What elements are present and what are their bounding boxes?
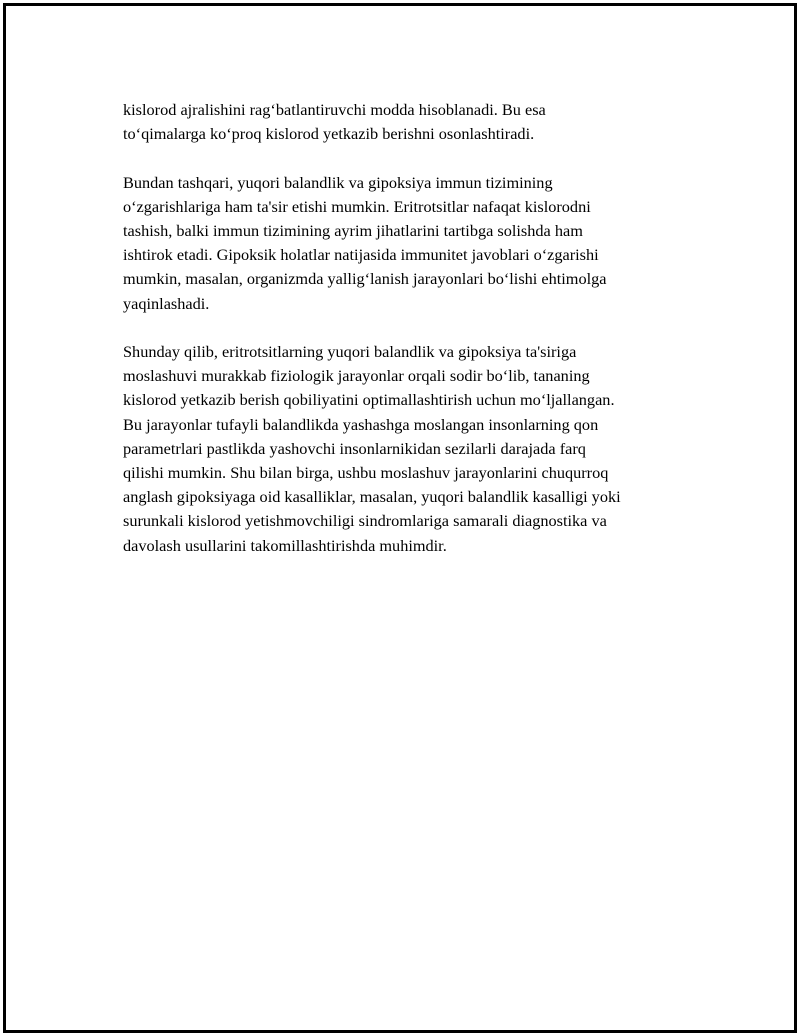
page-frame	[3, 3, 797, 1033]
text-line: Shunday qilib, eritrotsitlarning yuqori balandlik va gipoksiya ta'siriga	[123, 342, 577, 361]
text-line: mumkin, masalan, organizmda yallig‘lanish jarayonlari bo‘lishi ehtimolga	[123, 269, 607, 289]
text-line: yaqinlashadi.	[123, 293, 210, 313]
text-line: ishtirok etadi. Gipoksik holatlar natijasida immunitet javoblari o‘zgarishi	[123, 245, 599, 265]
text-line: o‘zgarishlariga ham ta'sir etishi mumkin. Eritrotsitlar nafaqat kislorodni	[123, 196, 591, 216]
text-line: kislorod yetkazib berish qobiliyatini optimallashtirish uchun mo‘ljallangan.	[123, 390, 615, 410]
text-line: to‘qimalarga ko‘proq kislorod yetkazib berishni osonlashtiradi.	[123, 124, 535, 144]
paragraph-1	[123, 98, 713, 146]
text-line: moslashuvi murakkab fiziologik jarayonlar orqali sodir bo‘lib, tananing	[123, 366, 590, 386]
paragraph-2	[123, 171, 713, 316]
text-line: Bundan tashqari, yuqori balandlik va gipoksiya immun tizimining	[123, 172, 553, 192]
text-line: kislorod ajralishini rag‘batlantiruvchi modda hisoblanadi. Bu esa	[123, 100, 546, 119]
text-line: tashish, balki immun tizimining ayrim jihatlarini tartibga solishda ham	[123, 221, 583, 240]
text-line: anglash gipoksiyaga oid kasalliklar, masalan, yuqori balandlik kasalligi yoki	[123, 487, 621, 507]
text-line: qilishi mumkin. Shu bilan birga, ushbu moslashuv jarayonlarini chuqurroq	[123, 463, 609, 483]
text-line: davolash usullarini takomillashtirishda muhimdir.	[123, 535, 447, 555]
text-line: parametrlari pastlikda yashovchi insonlarnikidan sezilarli darajada farq	[123, 438, 586, 458]
paragraph-3	[123, 340, 713, 558]
document-body	[123, 98, 713, 582]
text-line: surunkali kislorod yetishmovchiligi sindromlariga samarali diagnostika va	[123, 511, 607, 531]
text-line: Bu jarayonlar tufayli balandlikda yashashga moslangan insonlarning qon	[123, 414, 599, 434]
